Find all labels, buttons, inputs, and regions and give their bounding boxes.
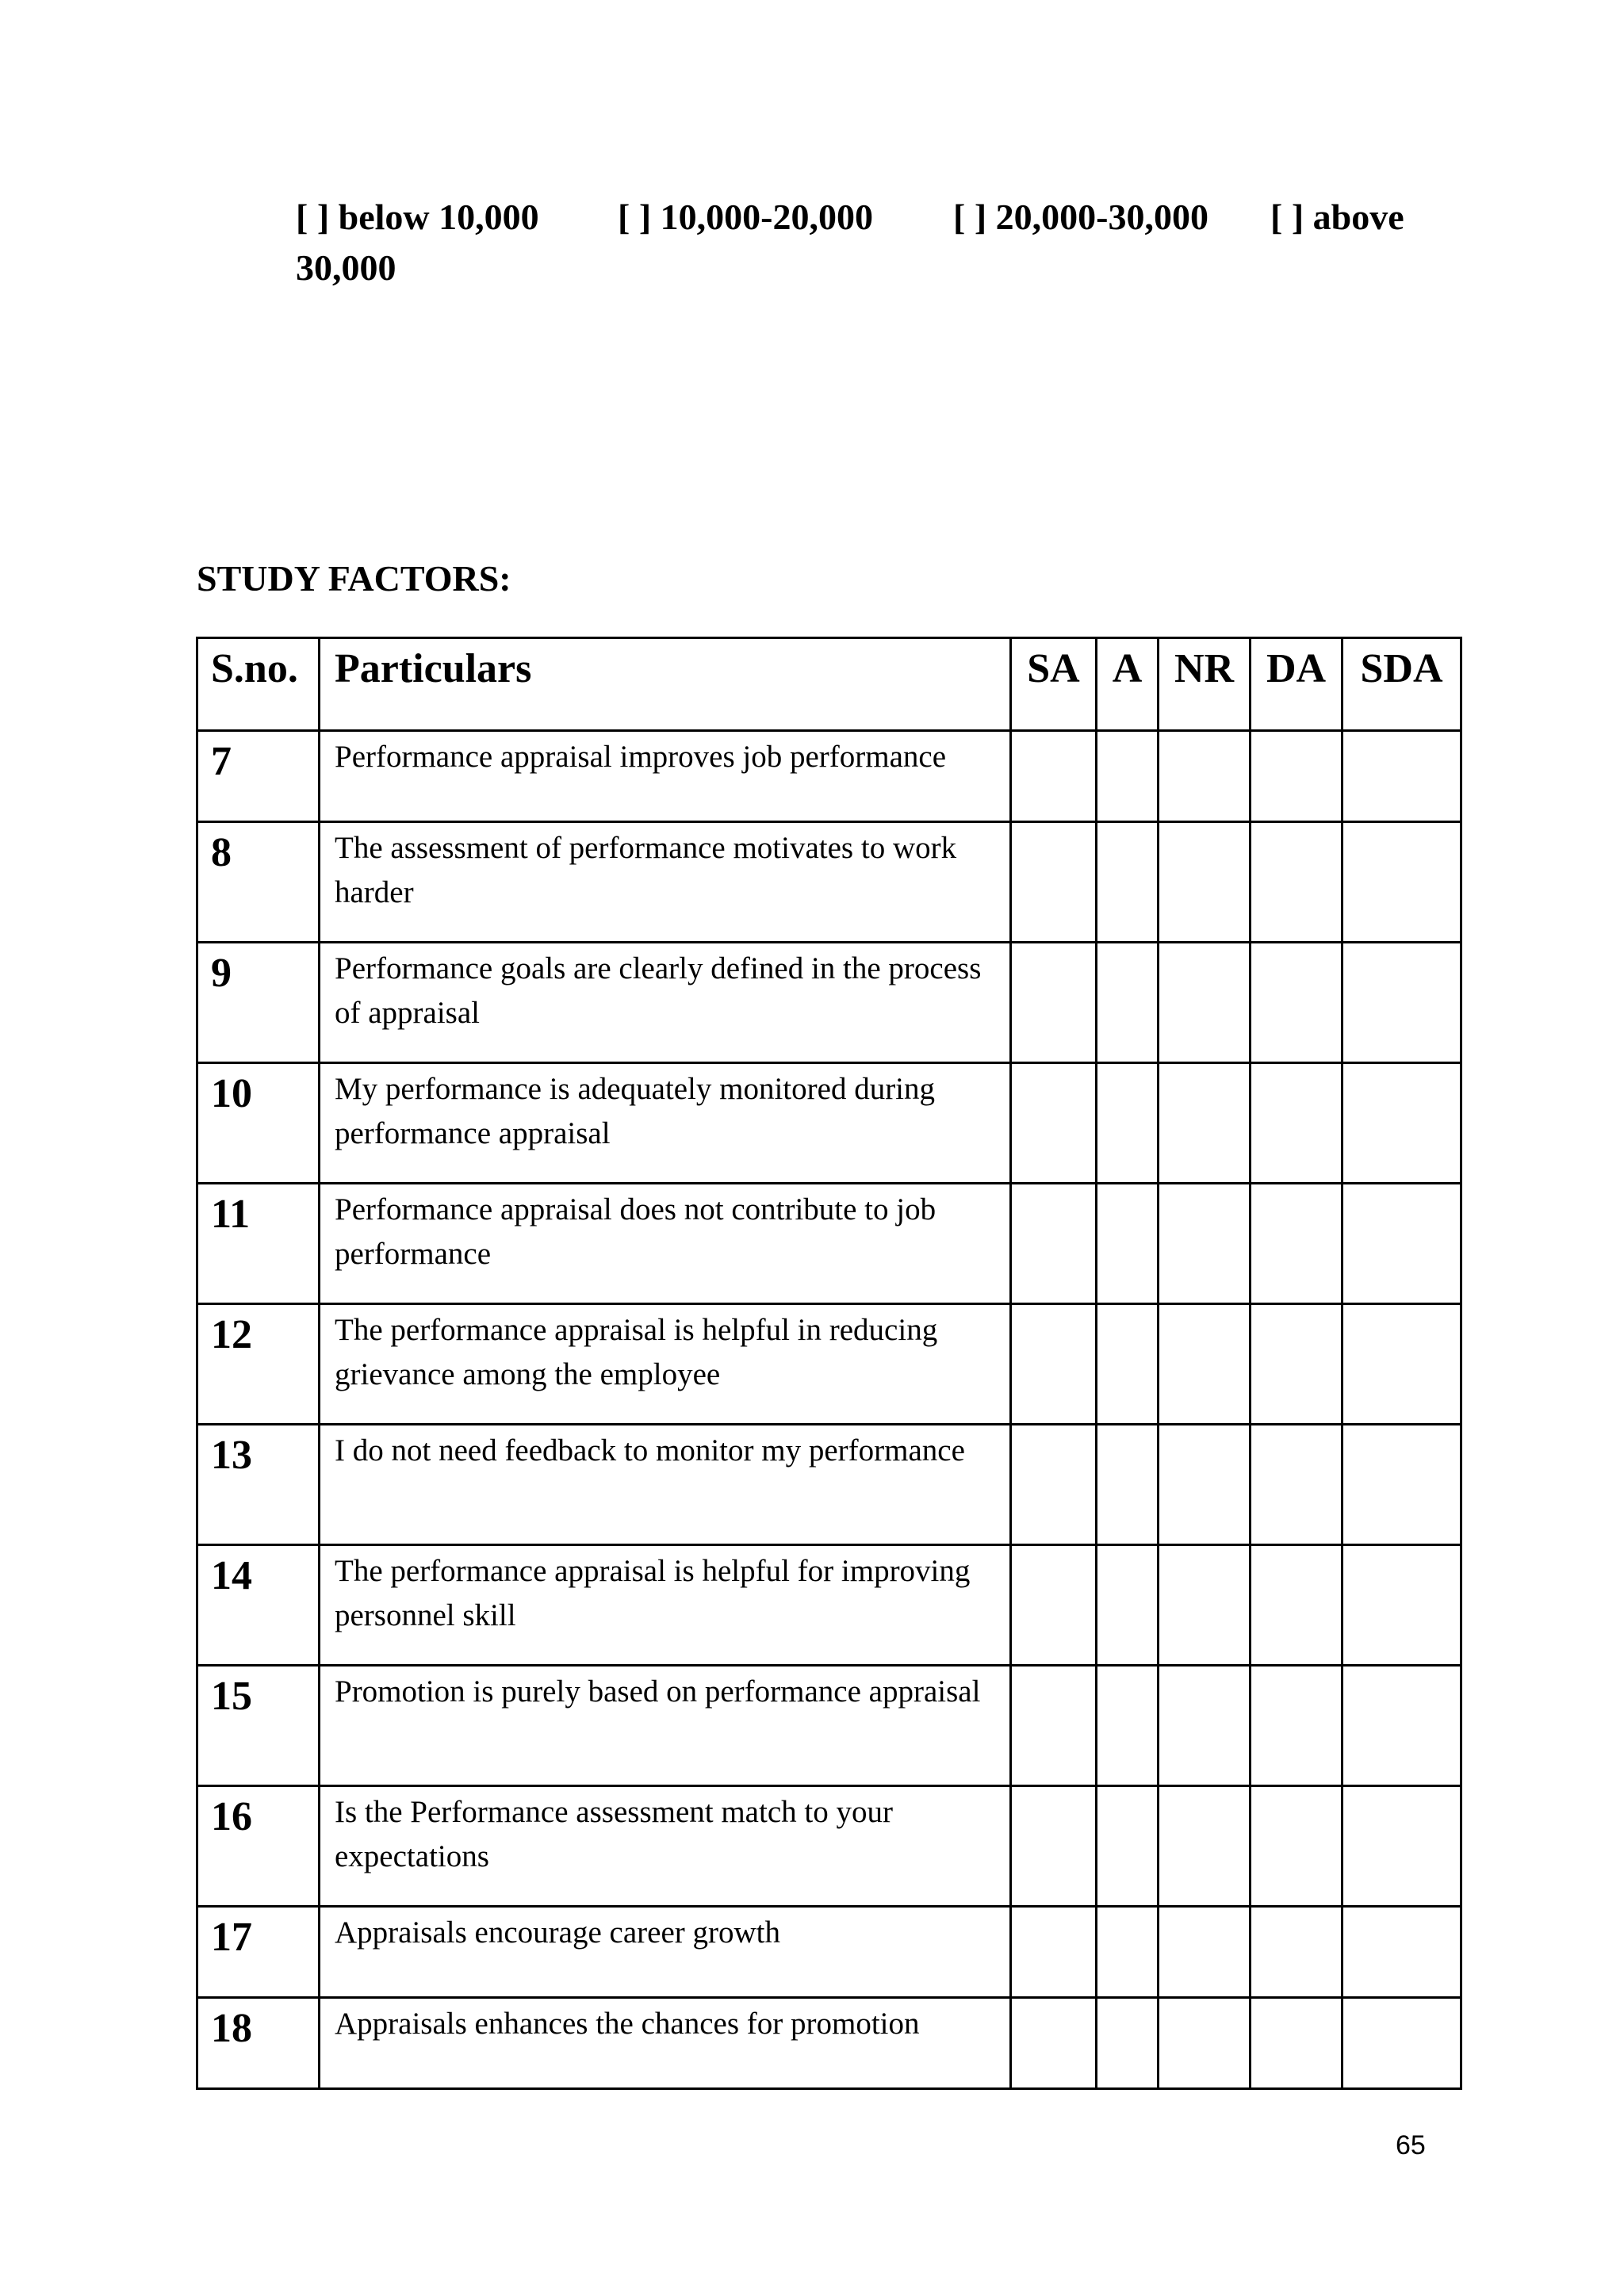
rating-cell-disagree[interactable] (1251, 1184, 1342, 1304)
row-sno: 16 (197, 1786, 320, 1907)
income-option-20000-30000[interactable]: [ ] 20,000-30,000 (953, 197, 1208, 237)
table-row (197, 731, 1461, 822)
row-sno: 13 (197, 1425, 320, 1545)
rating-cell-no-response[interactable] (1159, 1786, 1251, 1907)
header-sno: S.no. (197, 638, 320, 731)
rating-cell-strongly-disagree[interactable] (1342, 1304, 1461, 1425)
row-particulars: Performance appraisal improves job performance (320, 731, 1011, 822)
rating-cell-disagree[interactable] (1251, 1998, 1342, 2089)
rating-cell-strongly-agree[interactable] (1011, 1786, 1097, 1907)
table-row (197, 1786, 1461, 1907)
row-particulars: My performance is adequately monitored during performance appraisal (320, 1063, 1011, 1184)
table-row (197, 1304, 1461, 1425)
row-particulars: The performance appraisal is helpful in reducing grievance among the employee (320, 1304, 1011, 1425)
income-option-above-30000-wrap: 30,000 (296, 247, 396, 288)
rating-cell-strongly-disagree[interactable] (1342, 1184, 1461, 1304)
rating-cell-agree[interactable] (1097, 1063, 1159, 1184)
row-particulars: Appraisals encourage career growth (320, 1907, 1011, 1998)
rating-cell-strongly-agree[interactable] (1011, 1998, 1097, 2089)
rating-cell-agree[interactable] (1097, 1907, 1159, 1998)
page-number: 65 (1396, 2130, 1426, 2160)
row-particulars: Appraisals enhances the chances for promotion (320, 1998, 1011, 2089)
header-strongly-disagree: SDA (1342, 638, 1461, 731)
row-particulars: Performance appraisal does not contribute to job performance (320, 1184, 1011, 1304)
study-factors-table (196, 637, 1462, 2090)
rating-cell-no-response[interactable] (1159, 1184, 1251, 1304)
section-heading-study-factors: STUDY FACTORS: (197, 558, 511, 599)
rating-cell-strongly-disagree[interactable] (1342, 1907, 1461, 1998)
rating-cell-strongly-disagree[interactable] (1342, 1425, 1461, 1545)
rating-cell-no-response[interactable] (1159, 1998, 1251, 2089)
rating-cell-agree[interactable] (1097, 943, 1159, 1063)
table-header-row (197, 638, 1461, 731)
row-particulars: Performance goals are clearly defined in the process of appraisal (320, 943, 1011, 1063)
rating-cell-no-response[interactable] (1159, 731, 1251, 822)
rating-cell-agree[interactable] (1097, 1304, 1159, 1425)
header-particulars: Particulars (320, 638, 1011, 731)
row-particulars: The assessment of performance motivates to work harder (320, 822, 1011, 943)
rating-cell-strongly-disagree[interactable] (1342, 1545, 1461, 1666)
rating-cell-strongly-disagree[interactable] (1342, 1063, 1461, 1184)
rating-cell-strongly-agree[interactable] (1011, 822, 1097, 943)
rating-cell-strongly-disagree[interactable] (1342, 1998, 1461, 2089)
row-sno: 9 (197, 943, 320, 1063)
header-agree: A (1097, 638, 1159, 731)
rating-cell-strongly-disagree[interactable] (1342, 822, 1461, 943)
rating-cell-disagree[interactable] (1251, 731, 1342, 822)
rating-cell-no-response[interactable] (1159, 1425, 1251, 1545)
rating-cell-disagree[interactable] (1251, 1666, 1342, 1786)
table-row (197, 822, 1461, 943)
rating-cell-no-response[interactable] (1159, 943, 1251, 1063)
rating-cell-disagree[interactable] (1251, 822, 1342, 943)
row-sno: 7 (197, 731, 320, 822)
rating-cell-agree[interactable] (1097, 1998, 1159, 2089)
income-option-10000-20000[interactable]: [ ] 10,000-20,000 (618, 197, 873, 237)
table-row (197, 1666, 1461, 1786)
rating-cell-strongly-disagree[interactable] (1342, 943, 1461, 1063)
rating-cell-strongly-agree[interactable] (1011, 1304, 1097, 1425)
rating-cell-no-response[interactable] (1159, 1666, 1251, 1786)
row-particulars: Is the Performance assessment match to your expectations (320, 1786, 1011, 1907)
rating-cell-agree[interactable] (1097, 1184, 1159, 1304)
table-row (197, 1907, 1461, 1998)
row-particulars: I do not need feedback to monitor my performance (320, 1425, 1011, 1545)
row-sno: 18 (197, 1998, 320, 2089)
rating-cell-disagree[interactable] (1251, 1425, 1342, 1545)
header-disagree: DA (1251, 638, 1342, 731)
rating-cell-agree[interactable] (1097, 1545, 1159, 1666)
row-particulars: Promotion is purely based on performance appraisal (320, 1666, 1011, 1786)
row-sno: 14 (197, 1545, 320, 1666)
rating-cell-disagree[interactable] (1251, 1545, 1342, 1666)
row-sno: 8 (197, 822, 320, 943)
income-option-above-30000[interactable]: [ ] above (1270, 197, 1404, 237)
rating-cell-strongly-agree[interactable] (1011, 1907, 1097, 1998)
rating-cell-strongly-agree[interactable] (1011, 943, 1097, 1063)
rating-cell-no-response[interactable] (1159, 1063, 1251, 1184)
row-sno: 10 (197, 1063, 320, 1184)
table-row (197, 1545, 1461, 1666)
rating-cell-strongly-disagree[interactable] (1342, 1666, 1461, 1786)
rating-cell-strongly-agree[interactable] (1011, 1545, 1097, 1666)
rating-cell-strongly-agree[interactable] (1011, 1666, 1097, 1786)
rating-cell-disagree[interactable] (1251, 1786, 1342, 1907)
row-sno: 11 (197, 1184, 320, 1304)
row-sno: 12 (197, 1304, 320, 1425)
rating-cell-strongly-agree[interactable] (1011, 1063, 1097, 1184)
rating-cell-disagree[interactable] (1251, 1304, 1342, 1425)
rating-cell-no-response[interactable] (1159, 1907, 1251, 1998)
table-row (197, 1063, 1461, 1184)
income-option-below-10000[interactable]: [ ] below 10,000 (296, 197, 539, 237)
rating-cell-strongly-disagree[interactable] (1342, 1786, 1461, 1907)
table-row (197, 1184, 1461, 1304)
table-row (197, 1998, 1461, 2089)
rating-cell-agree[interactable] (1097, 822, 1159, 943)
rating-cell-no-response[interactable] (1159, 822, 1251, 943)
rating-cell-strongly-agree[interactable] (1011, 1425, 1097, 1545)
rating-cell-agree[interactable] (1097, 731, 1159, 822)
rating-cell-disagree[interactable] (1251, 1907, 1342, 1998)
rating-cell-agree[interactable] (1097, 1786, 1159, 1907)
rating-cell-agree[interactable] (1097, 1666, 1159, 1786)
rating-cell-disagree[interactable] (1251, 943, 1342, 1063)
rating-cell-no-response[interactable] (1159, 1304, 1251, 1425)
rating-cell-strongly-disagree[interactable] (1342, 731, 1461, 822)
rating-cell-disagree[interactable] (1251, 1063, 1342, 1184)
rating-cell-no-response[interactable] (1159, 1545, 1251, 1666)
row-sno: 15 (197, 1666, 320, 1786)
table-row (197, 1425, 1461, 1545)
row-particulars: The performance appraisal is helpful for improving personnel skill (320, 1545, 1011, 1666)
table-row (197, 943, 1461, 1063)
header-no-response: NR (1159, 638, 1251, 731)
rating-cell-agree[interactable] (1097, 1425, 1159, 1545)
header-strongly-agree: SA (1011, 638, 1097, 731)
row-sno: 17 (197, 1907, 320, 1998)
rating-cell-strongly-agree[interactable] (1011, 731, 1097, 822)
rating-cell-strongly-agree[interactable] (1011, 1184, 1097, 1304)
